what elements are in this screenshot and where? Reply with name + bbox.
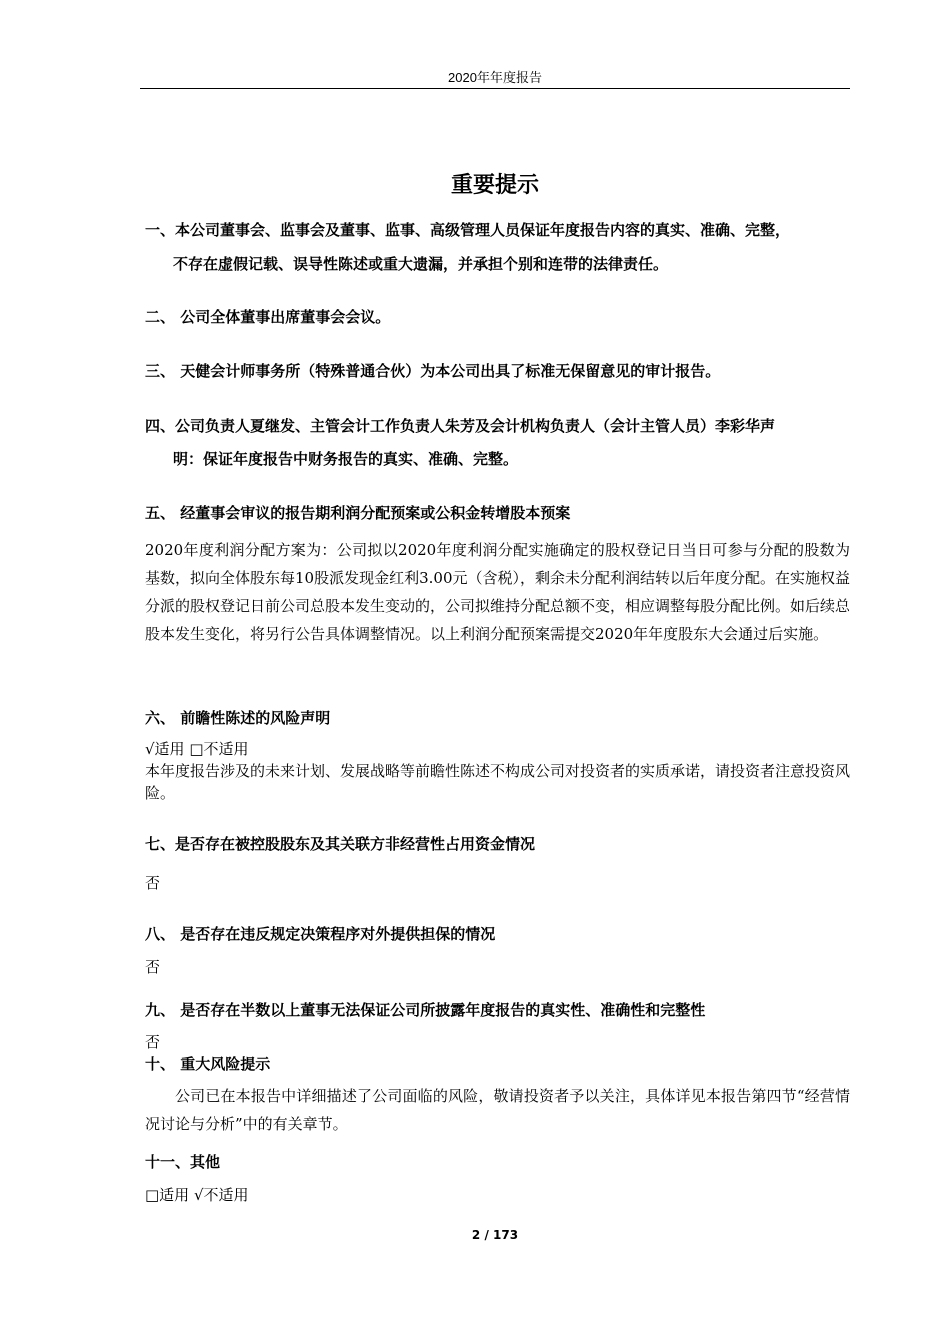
section-8-answer: 否 xyxy=(145,958,161,976)
section-4-line-1: 四、公司负责人夏继发、主管会计工作负责人朱芳及会计机构负责人（会计主管人员）李彩华声 xyxy=(145,417,776,435)
section-5-body: 2020年度利润分配方案为：公司拟以2020年度利润分配实施确定的股权登记日当日可参与分配的股数为基数，拟向全体股东每10股派发现金红利3.00元（含税），剩余未分配利润结转以后年度分配。在实施权益分派的股权登记日前公司总股本发生变动的，公司拟维持分配总额不变，相应调整每股分配比例。如后续总股本发生变化，将另行公告具体调整情况。以上利润分配预案需提交2020年年度股东大会通过后实施。 xyxy=(145,541,851,643)
section-9-heading: 九、 是否存在半数以上董事无法保证公司所披露年度报告的真实性、准确性和完整性 xyxy=(145,1001,706,1019)
section-11-applicability: □适用 √不适用 xyxy=(145,1186,249,1204)
section-6-heading: 六、 前瞻性陈述的风险声明 xyxy=(145,709,331,727)
section-10-body: 公司已在本报告中详细描述了公司面临的风险，敬请投资者予以关注，具体详见本报告第四节“经营情况讨论与分析”中的有关章节。 xyxy=(145,1087,850,1133)
page-header-title: 2020年年度报告 xyxy=(448,70,542,85)
page-number: 2 / 173 xyxy=(471,1228,519,1242)
section-11-heading: 十一、其他 xyxy=(145,1153,221,1171)
section-5-heading: 五、 经董事会审议的报告期利润分配预案或公积金转增股本预案 xyxy=(145,504,571,522)
section-1-line-2: 不存在虚假记载、误导性陈述或重大遗漏，并承担个别和连带的法律责任。 xyxy=(173,255,669,273)
page-title: 重要提示 xyxy=(450,173,539,198)
section-4-line-2: 明：保证年度报告中财务报告的真实、准确、完整。 xyxy=(173,450,519,468)
section-7-answer: 否 xyxy=(145,874,161,892)
section-6-applicability: √适用 □不适用 xyxy=(145,740,249,758)
section-10-heading: 十、 重大风险提示 xyxy=(145,1055,271,1073)
section-3: 三、 天健会计师事务所（特殊普通合伙）为本公司出具了标准无保留意见的审计报告。 xyxy=(145,362,721,380)
header-divider xyxy=(140,88,850,89)
section-9-answer: 否 xyxy=(145,1033,161,1051)
section-7-heading: 七、是否存在被控股股东及其关联方非经营性占用资金情况 xyxy=(145,835,536,853)
section-8-heading: 八、 是否存在违反规定决策程序对外提供担保的情况 xyxy=(145,925,496,943)
section-6-body: 本年度报告涉及的未来计划、发展战略等前瞻性陈述不构成公司对投资者的实质承诺，请投资者注意投资风险。 xyxy=(145,762,851,802)
section-2: 二、 公司全体董事出席董事会会议。 xyxy=(145,308,391,326)
section-1-line-1: 一、本公司董事会、监事会及董事、监事、高级管理人员保证年度报告内容的真实、准确、完整， xyxy=(145,221,791,239)
